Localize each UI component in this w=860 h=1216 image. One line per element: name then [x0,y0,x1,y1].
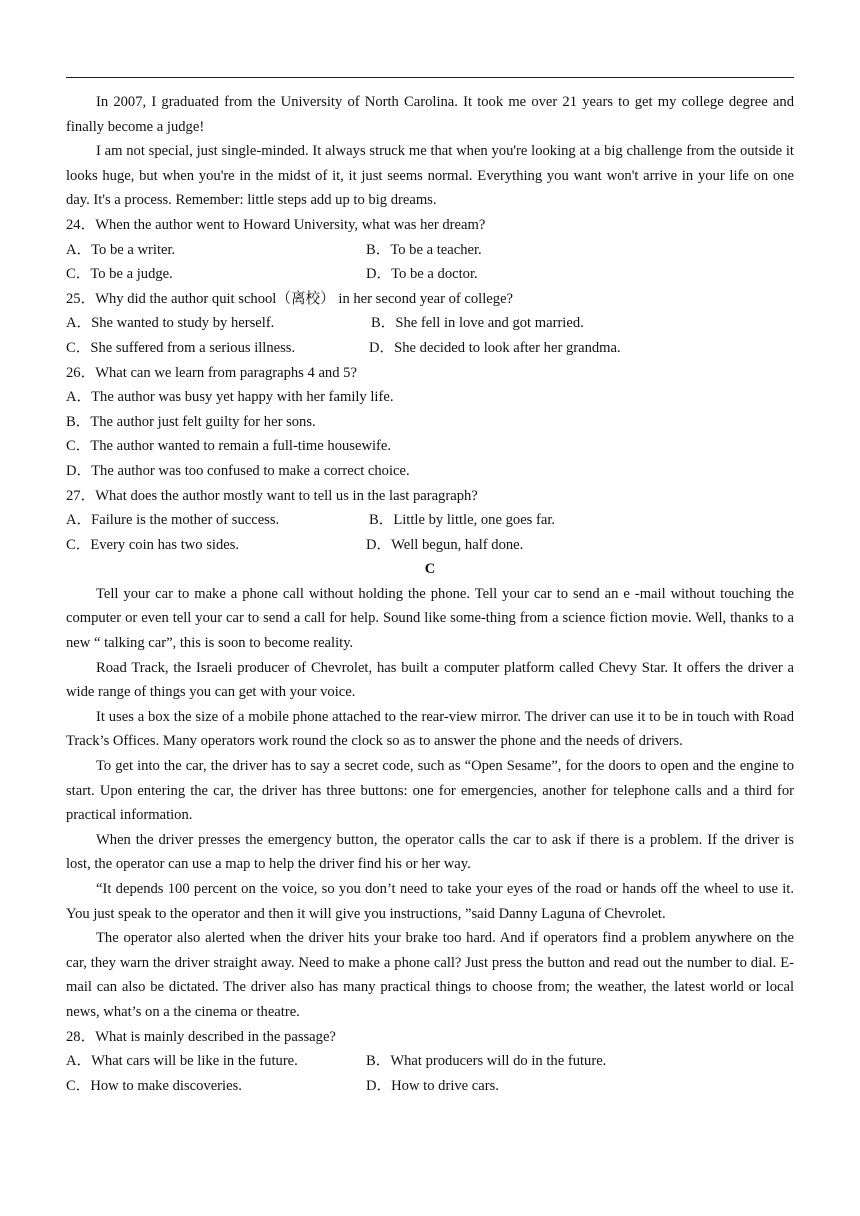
question-25-options-row-2 [66,336,794,361]
question-28-options-row-1 [66,1049,794,1074]
option-a: A．To be a writer. [66,241,176,258]
paragraph: Road Track, the Israeli producer of Chevrolet, has built a computer platform called Chevy Star. It offers the driver a wide range of things you can get with your voice. [66,659,794,701]
option-b: B．She fell in love and got married. [371,315,584,332]
option-d: D．She decided to look after her grandma. [369,339,621,356]
paragraph: It uses a box the size of a mobile phone attached to the rear-view mirror. The driver can use it to be in touch with Road Track’s Offices. Many operators work round the clock so as to answer the phone and the needs of drivers. [66,708,794,750]
paragraph: In 2007, I graduated from the University of North Carolina. It took me over 21 years to get my college degree and finally become a judge! [66,94,794,135]
question-27-stem: 27．What does the author mostly want to tell us in the last paragraph? [66,487,478,504]
question-27-options-row-2 [66,533,794,558]
question-25-stem: 25．Why did the author quit school（离校） in her second year of college? [66,290,514,307]
question-24-stem: 24．When the author went to Howard University, what was her dream? [66,216,486,233]
question-24-options-row-1 [66,238,794,263]
question-28-options-row-2 [66,1074,794,1099]
option-d: D．How to drive cars. [366,1077,499,1094]
option-a: A．What cars will be like in the future. [66,1053,298,1070]
question-24-options-row-2 [66,262,794,287]
question-25-options-row-1 [66,311,794,336]
paragraph: I am not special, just single-minded. It always struck me that when you're looking at a big challenge from the outside it looks huge, but when you're in the midst of it, it just seems normal. Everything you want won't arrive in your life on one day. It's a process. Remember: little steps add up to big dreams. [66,143,794,209]
paragraph: To get into the car, the driver has to say a secret code, such as “Open Sesame”, for the doors to open and the engine to start. Upon entering the car, the driver has three buttons: one for emergencies, another for telephone calls and a third for practical information. [66,758,794,824]
option-c: C．How to make discoveries. [66,1077,242,1094]
option-a: A．Failure is the mother of success. [66,512,280,529]
page-content [66,90,794,1098]
paragraph: When the driver presses the emergency button, the operator calls the car to ask if there is a problem. If the driver is lost, the operator can use a map to help the driver find his or her way. [66,831,794,873]
option-d: D．Well begun, half done. [366,536,524,553]
question-26-stem: 26．What can we learn from paragraphs 4 and 5? [66,364,357,381]
option-c: C．She suffered from a serious illness. [66,339,296,356]
option-d: D．The author was too confused to make a correct choice. [66,462,410,479]
paragraph: Tell your car to make a phone call without holding the phone. Tell your car to send an e -mail without touching the computer or even tell your car to send a call for help. Sound like some-thing from a science fiction movie. Well, thanks to a new “ talking car”, this is soon to become reality. [66,585,794,652]
option-b: B．Little by little, one goes far. [369,512,556,529]
paragraph: The operator also alerted when the driver hits your brake too hard. And if operators find a problem anywhere on the car, they warn the driver straight away. Need to make a phone call? Just press the button and read out the number to dial. E-mail can also be dictated. The driver also has many practical things to choose from; the weather, the latest world or local news, what’s on a the cinema or theatre. [66,930,794,1020]
option-a: A．She wanted to study by herself. [66,315,275,332]
paragraph: “It depends 100 percent on the voice, so you don’t need to take your eyes of the road or hands off the wheel to use it. You just speak to the operator and then it will give you instructions, ”said Danny Laguna of Chevrolet. [66,881,794,922]
option-a: A．The author was busy yet happy with her family life. [66,389,394,406]
option-d: D．To be a doctor. [366,266,478,283]
option-c: C．Every coin has two sides. [66,536,240,553]
option-b: B．What producers will do in the future. [366,1053,607,1070]
header-rule [66,77,794,78]
section-heading: C [424,561,436,578]
question-28-stem: 28．What is mainly described in the passage? [66,1028,336,1045]
option-b: B．To be a teacher. [366,241,482,258]
option-b: B．The author just felt guilty for her sons. [66,413,316,430]
option-c: C．The author wanted to remain a full-time housewife. [66,438,392,455]
option-c: C．To be a judge. [66,266,173,283]
question-27-options-row-1 [66,508,794,533]
